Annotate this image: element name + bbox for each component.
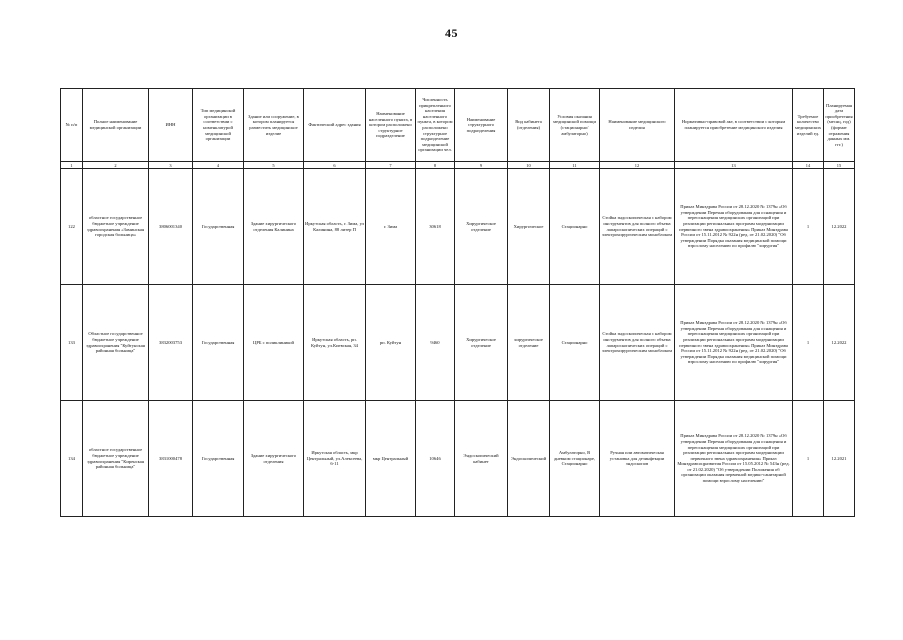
- header-cell: Тип медицинской организации в соответствии с номенклатурой медицинской организации: [193, 89, 244, 162]
- care-conditions: Стационарно: [550, 285, 600, 401]
- row-number: 122: [61, 169, 83, 285]
- building: ЦРБ с поликлиникой: [244, 285, 304, 401]
- column-number: 4: [193, 162, 244, 169]
- structural-unit: Эндоскопический кабинет: [455, 401, 508, 517]
- column-number-row: [61, 162, 855, 169]
- medical-equipment-table: [60, 88, 855, 517]
- population: 9460: [416, 285, 455, 401]
- column-number: 3: [149, 162, 193, 169]
- structural-unit: Хирургическое отделение: [455, 285, 508, 401]
- header-cell: Наименование населенного пункта, в котором расположено структурное подразделение: [366, 89, 416, 162]
- header-cell: Фактический адрес здания: [304, 89, 366, 162]
- legal-act: Приказ Минздрава России от 28.12.2020 № 1379н «Об утверждении Перечня оборудования для оснащения и переоснащения медицинских организаций при реализации региональных программ модернизации первичного звена здравоохранения» Приказ Минздравсоцразвития России от 15.05.2012 № 543н (ред. от 21.02.2020) "Об утверждении Положения об организации оказания первичной медико-санитарной помощи взрослому населению": [675, 401, 793, 517]
- column-number: 5: [244, 162, 304, 169]
- structural-unit: Хирургическое отделение: [455, 169, 508, 285]
- quantity: 1: [793, 401, 824, 517]
- row-number: 134: [61, 401, 83, 517]
- column-number: 10: [508, 162, 550, 169]
- header-cell: Вид кабинета (отделения): [508, 89, 550, 162]
- building: Здание хирургического отделения: [244, 401, 304, 517]
- locality: рп. Куйтун: [366, 285, 416, 401]
- table-row: [61, 285, 855, 401]
- organization-type: Государственная: [193, 169, 244, 285]
- organization-type: Государственная: [193, 401, 244, 517]
- address: Иркутская область, г. Зима, ул Калинина, 88 литер П: [304, 169, 366, 285]
- care-conditions: Амбулаторно, В дневном стационаре, Стационарно: [550, 401, 600, 517]
- header-cell: Условия оказания медицинской помощи (стационарно/амбулаторно): [550, 89, 600, 162]
- care-conditions: Стационарно: [550, 169, 600, 285]
- device-name: Стойка эндоскопическая с набором инструментов для полного объема лапароскопических операций с электрохирургическим моноблоком: [600, 169, 675, 285]
- column-number: 11: [550, 162, 600, 169]
- address: Иркутская область, рп. Куйтун, ул.Киевская, 34: [304, 285, 366, 401]
- population: 10646: [416, 401, 455, 517]
- planned-date: 12.2021: [824, 401, 855, 517]
- column-number: 13: [675, 162, 793, 169]
- header-cell: № п/п: [61, 89, 83, 162]
- population: 30618: [416, 169, 455, 285]
- device-name: Стойка эндоскопическая с набором инструментов для полного объема лапароскопических операций с электрохирургическим моноблоком: [600, 285, 675, 401]
- quantity: 1: [793, 169, 824, 285]
- page-number: 45: [445, 26, 458, 40]
- column-number: 9: [455, 162, 508, 169]
- header-cell: Наименование структурного подразделения: [455, 89, 508, 162]
- header-cell: Нормативно-правовой акт, в соответствии с которым планируется приобретение медицинского изделия: [675, 89, 793, 162]
- column-number: 7: [366, 162, 416, 169]
- column-number: 6: [304, 162, 366, 169]
- planned-date: 12.2022: [824, 285, 855, 401]
- header-cell: Численность прикрепленного населения населенного пункта, в котором расположено структурное подразделение медицинской организации чел.: [416, 89, 455, 162]
- column-number: 14: [793, 162, 824, 169]
- header-cell: Здание или сооружение, в котором планируется разместить медицинское изделие: [244, 89, 304, 162]
- column-number: 12: [600, 162, 675, 169]
- locality: г. Зима: [366, 169, 416, 285]
- table-row: [61, 169, 855, 285]
- table-row: [61, 401, 855, 517]
- organization-name: областное государственное бюджетное учреждение здравоохранения "Киренская районная больница": [83, 401, 149, 517]
- device-name: Ручная или автоматическая установка для дезинфекции эндоскопов: [600, 401, 675, 517]
- inn: 3831000478: [149, 401, 193, 517]
- header-cell: ИНН: [149, 89, 193, 162]
- column-number: 8: [416, 162, 455, 169]
- cabinet-type: Хирургическое: [508, 169, 550, 285]
- inn: 3806001340: [149, 169, 193, 285]
- column-number: 2: [83, 162, 149, 169]
- row-number: 133: [61, 285, 83, 401]
- legal-act: Приказ Минздрава России от 28.12.2020 № 1379н «Об утверждении Перечня оборудования для оснащения и переоснащения медицинских организаций при реализации региональных программ модернизации первичного звена здравоохранения» Приказ Минздрава России от 15.11.2012 № 922н (ред. от 21.02.2020) "Об утверждении Порядка оказания медицинской помощи взрослому населению по профилю "хирургия": [675, 169, 793, 285]
- cabinet-type: хирургическое отделение: [508, 285, 550, 401]
- quantity: 1: [793, 285, 824, 401]
- locality: мкр Центральный: [366, 401, 416, 517]
- building: Здание хирургического отделения Калинина: [244, 169, 304, 285]
- cabinet-type: Эндоскопический: [508, 401, 550, 517]
- address: Иркутская область, мкр Центральный, ул.Алексеева, 6-11: [304, 401, 366, 517]
- organization-name: Областное государственное бюджетное учреждение здравоохранения "Куйтунская районная больница": [83, 285, 149, 401]
- header-cell: Наименование медицинского изделия: [600, 89, 675, 162]
- column-number: 15: [824, 162, 855, 169]
- header-cell: Требуемое количество медицинских изделий ед.: [793, 89, 824, 162]
- organization-name: областное государственное бюджетное учреждение здравоохранения «Заминская городская больница»: [83, 169, 149, 285]
- inn: 3832003753: [149, 285, 193, 401]
- planned-date: 12.2022: [824, 169, 855, 285]
- organization-type: Государственная: [193, 285, 244, 401]
- header-cell: Полное наименование медицинской организации: [83, 89, 149, 162]
- header-cell: Планируемая дата приобретения (месяц, год) (формат отражения данных мм. ггг.): [824, 89, 855, 162]
- column-number: 1: [61, 162, 83, 169]
- header-row: [61, 89, 855, 162]
- legal-act: Приказ Минздрава России от 28.12.2020 № 1379н «Об утверждении Перечня оборудования для оснащения и переоснащения медицинских организаций при реализации региональных программ модернизации первичного звена здравоохранения» Приказ Минздрава России от 15.11.2012 № 922н (ред. от 21.02.2020) "Об утверждении Порядка оказания медицинской помощи взрослому населению по профилю "хирургия": [675, 285, 793, 401]
